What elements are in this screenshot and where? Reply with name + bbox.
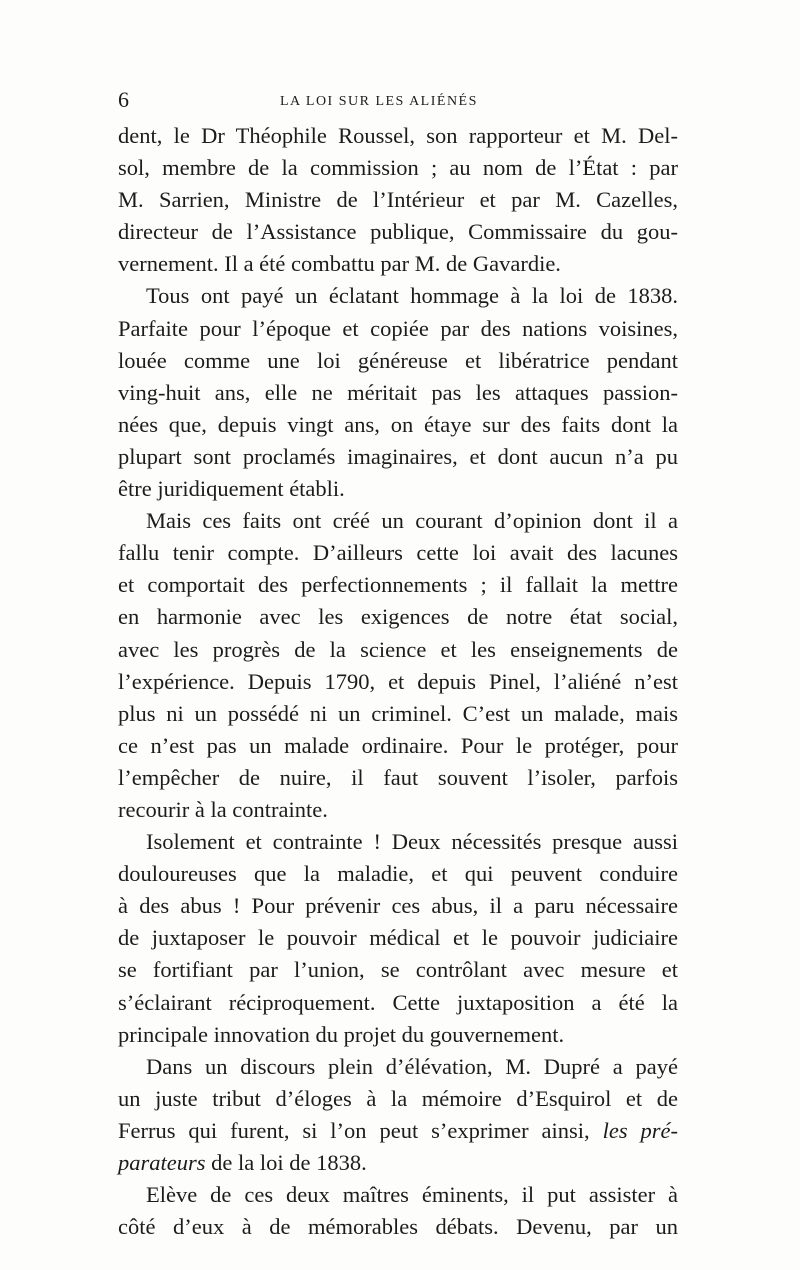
- italic-fragment: parateurs: [118, 1150, 206, 1175]
- text-line: fallu tenir compte. D’ailleurs cette loi avait des lacunes: [118, 540, 678, 566]
- text-line: plus ni un possédé ni un criminel. C’est un malade, mais: [118, 700, 678, 726]
- text-line: l’empêcher de nuire, il faut souvent l’isoler, parfois: [118, 764, 678, 790]
- text-line: louée comme une loi généreuse et libératrice pendant: [118, 347, 678, 373]
- text-line: douloureuses que la maladie, et qui peuvent conduire: [118, 861, 678, 887]
- paragraph-first-line: Tous ont payé un éclatant hommage à la loi de 1838.: [146, 283, 678, 309]
- text-line: recourir à la contrainte.: [118, 796, 328, 822]
- text-line-with-italic: [118, 1147, 678, 1179]
- text-line: de juxtaposer le pouvoir médical et le pouvoir judiciaire: [118, 925, 678, 951]
- text-line: avec les progrès de la science et les enseignements de: [118, 636, 678, 662]
- text-line: M. Sarrien, Ministre de l’Intérieur et par M. Cazelles,: [118, 187, 678, 213]
- paragraph-first-line: Isolement et contrainte ! Deux nécessités presque aussi: [146, 829, 678, 855]
- text-line-with-italic: [118, 1115, 678, 1147]
- page-number: 6: [118, 87, 129, 112]
- text-fragment: de la loi de 1838.: [205, 1150, 367, 1175]
- text-line: en harmonie avec les exigences de notre état social,: [118, 604, 678, 630]
- text-line: directeur de l’Assistance publique, Commissaire du gou-: [118, 219, 678, 245]
- text-line: côté d’eux à de mémorables débats. Devenu, par un: [118, 1214, 678, 1240]
- text-line: l’expérience. Depuis 1790, et depuis Pinel, l’aliéné n’est: [118, 668, 678, 694]
- text-line: un juste tribut d’éloges à la mémoire d’Esquirol et de: [118, 1085, 678, 1111]
- text-line: Parfaite pour l’époque et copiée par des nations voisines,: [118, 315, 678, 341]
- text-line: principale innovation du projet du gouvernement.: [118, 1021, 565, 1047]
- page-header: [118, 86, 678, 114]
- text-line: se fortifiant par l’union, se contrôlant avec mesure et: [118, 957, 678, 983]
- text-line: sol, membre de la commission ; au nom de l’État : par: [118, 155, 678, 181]
- text-line: et comportait des perfectionnements ; il fallait la mettre: [118, 572, 678, 598]
- paragraph-first-line: Mais ces faits ont créé un courant d’opinion dont il a: [146, 508, 678, 534]
- italic-fragment: les pré-: [602, 1117, 678, 1143]
- text-fragment: Ferrus qui furent, si l’on peut s’exprimer ainsi,: [118, 1117, 603, 1143]
- paragraph-first-line: Dans un discours plein d’élévation, M. Dupré a payé: [146, 1053, 678, 1079]
- text-line: plupart sont proclamés imaginaires, et dont aucun n’a pu: [118, 443, 678, 469]
- text-line: vernement. Il a été combattu par M. de Gavardie.: [118, 251, 561, 277]
- text-line: s’éclairant réciproquement. Cette juxtaposition a été la: [118, 989, 678, 1015]
- running-title: LA LOI SUR LES ALIÉNÉS: [280, 94, 478, 109]
- paragraph-first-line: Elève de ces deux maîtres éminents, il put assister à: [146, 1182, 678, 1208]
- text-line: dent, le Dr Théophile Roussel, son rapporteur et M. Del-: [118, 123, 678, 148]
- text-line: nées que, depuis vingt ans, on étaye sur des faits dont la: [118, 411, 678, 437]
- text-line: à des abus ! Pour prévenir ces abus, il a paru nécessaire: [118, 893, 678, 919]
- text-line: ce n’est pas un malade ordinaire. Pour le protéger, pour: [118, 732, 678, 758]
- text-line: être juridiquement établi.: [118, 476, 345, 502]
- body-text: [118, 120, 678, 1243]
- text-line: ving-huit ans, elle ne méritait pas les attaques passion-: [118, 379, 678, 405]
